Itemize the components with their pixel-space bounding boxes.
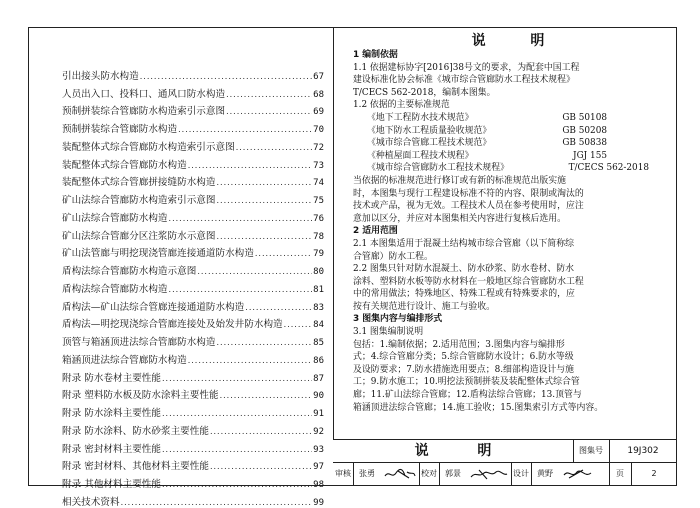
toc-entry-title: 矿山法管廊与明挖现浇管廊连接通道防水构造 (62, 248, 254, 260)
toc-entry-page: 87 (313, 373, 324, 384)
toc-entry-title: 盾构法综合管廊防水构造 (62, 283, 168, 295)
toc-leader-dots (226, 106, 312, 117)
toc-entry (62, 153, 324, 171)
toc-entry-page: 97 (313, 462, 324, 473)
column-divider (333, 27, 334, 439)
toc-leader-dots (162, 408, 312, 419)
standard-code: JGJ 155 (573, 150, 607, 161)
standard-code: GB 50838 (562, 138, 607, 149)
standard-code: GB 50208 (562, 125, 607, 136)
toc-entry (62, 437, 324, 455)
page-heading: 说 明 (471, 33, 565, 49)
paragraph-line: T/CECS 562-2018，编制本图集。 (353, 87, 496, 98)
toc-entry-page: 83 (313, 302, 324, 313)
paragraph-line: 中的常用做法；特殊地区、特殊工程或有特殊要求的，应 (353, 289, 575, 300)
paragraph-line: 箱涵顶进法综合管廊；14.施工验收；15.图集索引方式等内容。 (353, 402, 604, 413)
paragraph-line: 涂料、塑料防水板等防水材料在一般地区综合管廊防水工程 (353, 276, 584, 287)
standard-code: T/CECS 562-2018 (568, 163, 649, 174)
toc-leader-dots (217, 177, 313, 188)
paragraph-line: 工；9.防水施工；10.明挖法预制拼装及装配整体式综合管 (353, 377, 580, 388)
standard-name: 《种植屋面工程技术规程》 (367, 150, 474, 161)
toc-leader-dots (178, 124, 312, 135)
toc-leader-dots (162, 373, 312, 384)
paragraph-line: 1.1 依据建标协字[2016]38号文的要求，为配套中国工程 (353, 62, 580, 73)
toc-leader-dots (169, 284, 313, 295)
toc-entry (62, 455, 324, 473)
section-2-heading: 2 适用范围 (353, 226, 398, 237)
toc-leader-dots (121, 497, 313, 508)
standard-name: 《地下防水工程质量验收规范》 (367, 125, 492, 136)
toc-entry-page: 72 (313, 142, 324, 153)
toc-entry-title: 附录 防水涂料、防水砂浆主要性能 (62, 425, 209, 437)
standards-list (353, 112, 663, 175)
toc-entry-page: 81 (313, 284, 324, 295)
toc-leader-dots (255, 248, 312, 259)
toc-entry (62, 242, 324, 260)
review-signature-icon (383, 467, 417, 481)
toc-leader-dots (217, 231, 313, 242)
standard-name: 《地下工程防水技术规范》 (367, 112, 474, 123)
toc-entry-page: 76 (313, 213, 324, 224)
design-label: 设计 (513, 469, 529, 478)
toc-entry-page: 84 (313, 320, 324, 331)
toc-entry-page: 99 (313, 497, 324, 508)
atlas-number-label: 图集号 (579, 446, 603, 455)
toc-entry-title: 装配整体式综合管廊拼接缝防水构造 (62, 177, 216, 189)
standard-item (353, 162, 663, 175)
toc-entry (62, 135, 324, 153)
toc-entry (62, 384, 324, 402)
toc-entry (62, 277, 324, 295)
toc-entry-title: 人员出入口、投料口、通风口防水构造 (62, 88, 226, 100)
toc-entry-title: 附录 其他材料主要性能 (62, 479, 161, 490)
toc-entry-title: 附录 防水涂料主要性能 (62, 408, 161, 419)
toc-entry-title: 预制拼装综合管廊防水构造索引示意图 (62, 106, 226, 118)
check-signature-icon (469, 467, 509, 481)
toc-leader-dots (217, 195, 313, 206)
toc-entry-page: 69 (313, 107, 324, 118)
toc-entry-title: 顶管与箱涵顶进法综合管廊防水构造 (62, 337, 216, 348)
toc-entry (62, 401, 324, 419)
toc-leader-dots (236, 142, 312, 153)
toc-entry-page: 91 (313, 409, 324, 419)
toc-entry (62, 188, 324, 206)
review-name: 张勇 (359, 469, 375, 478)
standard-name: 《城市综合管廊工程技术规范》 (367, 138, 492, 149)
toc-entry (62, 313, 324, 331)
toc-entry-page: 98 (313, 480, 324, 490)
toc-leader-dots (188, 355, 312, 366)
section-3-heading: 3 图集内容与编排形式 (353, 314, 443, 325)
toc-entry-title: 装配整体式综合管廊防水构造索引示意图 (62, 141, 235, 153)
toc-entry (62, 100, 324, 118)
standard-item (353, 112, 663, 125)
paragraph-line: 廊；11.矿山法综合管廊；12.盾构法综合管廊；13.顶管与 (353, 390, 582, 401)
toc-entry-title: 附录 密封材料主要性能 (62, 443, 161, 455)
toc-leader-dots (169, 213, 313, 224)
toc-entry-title: 引出接头防水构造 (62, 70, 139, 82)
paragraph-line: 时，本图集与现行工程建设标准不符的内容、限制或淘汰的 (353, 188, 584, 199)
toc-leader-dots (284, 319, 313, 330)
toc-entry (62, 419, 324, 437)
toc-entry (62, 206, 324, 224)
design-name: 黄野 (537, 469, 553, 478)
standard-item (353, 150, 663, 163)
toc-entry (62, 472, 324, 490)
page-label: 页 (616, 469, 624, 478)
toc-entry-title: 相关技术资料 (62, 496, 120, 508)
toc-entry (62, 295, 324, 313)
title-block-title: 说 明 (414, 443, 514, 459)
paragraph-line: 建设标准化协会标准《城市综合管廊防水工程技术规程》 (353, 75, 575, 86)
toc-entry-title: 盾构法—明挖现浇综合管廊连接处及始发井防水构造 (62, 319, 283, 331)
toc-leader-dots (210, 426, 312, 437)
toc-entry (62, 117, 324, 135)
toc-leader-dots (226, 89, 312, 100)
toc-entry (62, 366, 324, 384)
standard-code: GB 50108 (562, 112, 607, 123)
toc-leader-dots (162, 479, 312, 490)
paragraph-line: 3.1 图集编制说明 (353, 327, 424, 338)
check-name: 郭景 (445, 469, 461, 478)
standard-item (353, 125, 663, 138)
toc-leader-dots (210, 461, 312, 472)
toc-entry-page: 79 (313, 249, 324, 260)
toc-entry-page: 67 (313, 71, 324, 82)
page-number: 2 (651, 469, 657, 478)
toc-entry-title: 附录 塑料防水板及防水涂料主要性能 (62, 390, 219, 402)
explanation-column (353, 33, 663, 414)
toc-entry-page: 93 (313, 444, 324, 455)
design-signature-icon (561, 467, 595, 481)
toc-entry-title: 矿山法综合管廊防水构造索引示意图 (62, 195, 216, 206)
toc-entry-page: 86 (313, 355, 324, 366)
toc-entry (62, 82, 324, 100)
toc-leader-dots (197, 266, 312, 277)
check-label: 校对 (421, 469, 437, 478)
standard-item (353, 137, 663, 150)
toc-entry-title: 附录 密封材料、其他材料主要性能 (62, 461, 209, 473)
paragraph-line: 当依据的标准规范进行修订或有新的标准规范出版实施 (353, 175, 566, 186)
toc-leader-dots (140, 71, 312, 82)
toc-entry (62, 259, 324, 277)
paragraph-line: 1.2 依据的主要标准规范 (353, 100, 450, 111)
toc-entry-page: 75 (313, 196, 324, 206)
toc-entry-page: 70 (313, 125, 324, 135)
toc-entry (62, 490, 324, 508)
title-block (333, 439, 677, 487)
toc-entry-page: 90 (313, 391, 324, 402)
paragraph-line: 合管廊）防水工程。 (353, 251, 433, 262)
toc-entry-title: 装配整体式综合管廊防水构造 (62, 159, 187, 171)
toc-entry (62, 64, 324, 82)
toc-entry-title: 箱涵顶进法综合管廊防水构造 (62, 354, 187, 366)
toc-entry (62, 224, 324, 242)
toc-entry-title: 矿山法综合管廊分区注浆防水示意图 (62, 230, 216, 242)
section-1-heading: 1 编制依据 (353, 50, 398, 60)
toc-entry-title: 矿山法综合管廊防水构造 (62, 212, 168, 224)
paragraph-line: 意加以区分，并应对本图集相关内容进行复核后选用。 (353, 213, 566, 224)
toc-entry-title: 预制拼装综合管廊防水构造 (62, 124, 178, 135)
toc-entry-page: 74 (313, 178, 324, 189)
paragraph-line: 式；4.综合管廊分类；5.综合管廊防水设计；6.防水等级 (353, 352, 574, 363)
paragraph-line: 按有关规范进行设计、施工与验收。 (353, 301, 495, 312)
paragraph-line: 包括：1.编制依据；2.适用范围；3.图集内容与编排形 (353, 339, 565, 350)
toc-entry-page: 68 (313, 89, 324, 100)
standard-name: 《城市综合管廊防水工程技术规程》 (367, 163, 509, 174)
table-of-contents (62, 64, 324, 508)
toc-entry-title: 附录 防水卷材主要性能 (62, 372, 161, 384)
toc-leader-dots (217, 337, 313, 348)
review-label: 审核 (335, 469, 351, 478)
paragraph-line: 2.2 图集只针对防水混凝土、防水砂浆、防水卷材、防水 (353, 264, 575, 275)
toc-entry-title: 盾构法综合管廊防水构造示意图 (62, 266, 197, 277)
atlas-number: 19J302 (627, 446, 659, 456)
toc-entry (62, 171, 324, 189)
paragraph-line: 及设防要求；7.防水措施选用要点；8.细部构造设计与施 (353, 364, 575, 375)
paragraph-line: 技术或产品，视为无效。工程技术人员在参考使用时，应注 (353, 201, 584, 212)
toc-entry (62, 330, 324, 348)
toc-leader-dots (220, 390, 313, 401)
toc-leader-dots (162, 444, 312, 455)
toc-entry-page: 80 (313, 267, 324, 277)
toc-entry-page: 73 (313, 160, 324, 171)
toc-entry-page: 92 (313, 426, 324, 437)
paragraph-line: 2.1 本图集适用于混凝土结构城市综合管廊（以下简称综 (353, 238, 575, 249)
toc-entry-page: 78 (313, 231, 324, 242)
toc-leader-dots (188, 160, 312, 171)
toc-entry (62, 348, 324, 366)
toc-entry-page: 85 (313, 338, 324, 348)
toc-entry-title: 盾构法—矿山法综合管廊连接通道防水构造 (62, 301, 245, 313)
toc-leader-dots (245, 302, 312, 313)
